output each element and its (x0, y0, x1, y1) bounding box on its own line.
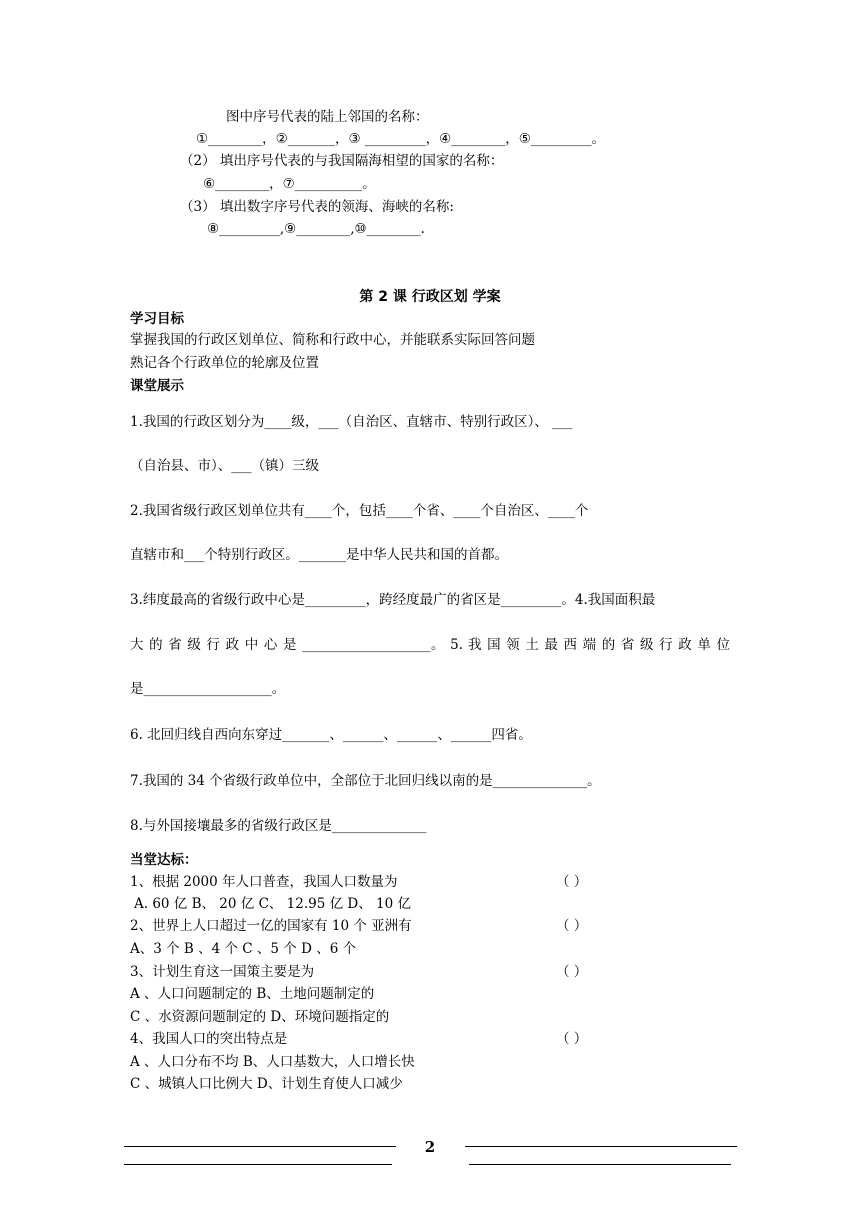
quiz-options: C 、城镇人口比例大 D、计划生育使人口减少 (130, 1076, 403, 1092)
quiz-options: C 、水资源问题制定的 D、环境问题指定的 (130, 1009, 390, 1025)
display-heading: 课堂展示 (130, 378, 184, 394)
quiz-options: A 、人口分布不均 B、人口基数大，人口增长快 (130, 1054, 415, 1070)
question-1-blanks: ①________，②_______，③ _________，④________，⑤_________。 (196, 131, 606, 147)
answer-bracket: （ ） (556, 874, 588, 890)
display-line: 大 的 省 级 行 政 中 心 是 ___________________。 5. 我 国 领 土 最 西 端 的 省 级 行 政 单 位 (130, 637, 730, 653)
display-line: 6. 北回归线自西向东穿过_______、______、______、______四省。 (130, 727, 532, 743)
question-2-blanks: ⑥________，⑦__________。 (203, 176, 376, 192)
display-line: 2.我国省级行政区划单位共有____个，包括____个省、____个自治区、____个 (130, 503, 589, 519)
footer-rule-right-bottom (469, 1164, 731, 1165)
answer-bracket: （ ） (556, 964, 588, 980)
question-1-text: 图中序号代表的陆上邻国的名称： (226, 109, 429, 125)
goal-item: 掌握我国的行政区划单位、简称和行政中心，并能联系实际回答问题 (130, 332, 535, 348)
page-number: 2 (424, 1138, 436, 1156)
display-line: （自治县、市）、___（镇）三级 (130, 458, 319, 474)
quiz-options: A. 60 亿 B、 20 亿 C、 12.95 亿 D、 10 亿 (134, 896, 412, 912)
footer-rule-left-bottom (124, 1164, 392, 1165)
quiz-question: 2、世界上人口超过一亿的国家有 10 个 亚洲有 (130, 918, 412, 934)
lesson-title: 第 2 课 行政区划 学案 (359, 289, 501, 305)
goals-heading: 学习目标 (130, 311, 184, 327)
display-line: 8.与外国接壤最多的省级行政区是______________ (130, 818, 427, 834)
quiz-question: 4、我国人口的突出特点是 (130, 1031, 288, 1047)
question-2-text: （2） 填出序号代表的与我国隔海相望的国家的名称： (180, 153, 504, 169)
quiz-question: 3、计划生育这一国策主要是为 (130, 964, 315, 980)
quiz-question: 1、根据 2000 年人口普查，我国人口数量为 (130, 874, 398, 890)
question-3-blanks: ⑧_________,⑨________,⑩________. (207, 221, 425, 237)
answer-bracket: （ ） (556, 918, 588, 934)
display-line: 直辖市和___个特别行政区。_______是中华人民共和国的首都。 (130, 547, 508, 563)
display-line: 3.纬度最高的省级行政中心是_________，跨经度最广的省区是_________。4.我国面积最 (130, 592, 656, 608)
quiz-options: A 、人口问题制定的 B、土地问题制定的 (130, 986, 375, 1002)
display-line: 是___________________。 (130, 681, 286, 697)
answer-bracket: （ ） (556, 1031, 588, 1047)
quiz-heading: 当堂达标： (130, 852, 198, 868)
quiz-options: A、3 个 B 、4 个 C 、5 个 D 、6 个 (130, 941, 357, 957)
display-line: 7.我国的 34 个省级行政单位中，全部位于北回归线以南的是______________。 (130, 773, 601, 789)
goal-item: 熟记各个行政单位的轮廓及位置 (130, 355, 319, 371)
question-3-text: （3） 填出数字序号代表的领海、海峡的名称: (180, 199, 454, 215)
display-line: 1.我国的行政区划分为____级，___（自治区、直辖市、特别行政区）、 ___ (130, 414, 573, 430)
